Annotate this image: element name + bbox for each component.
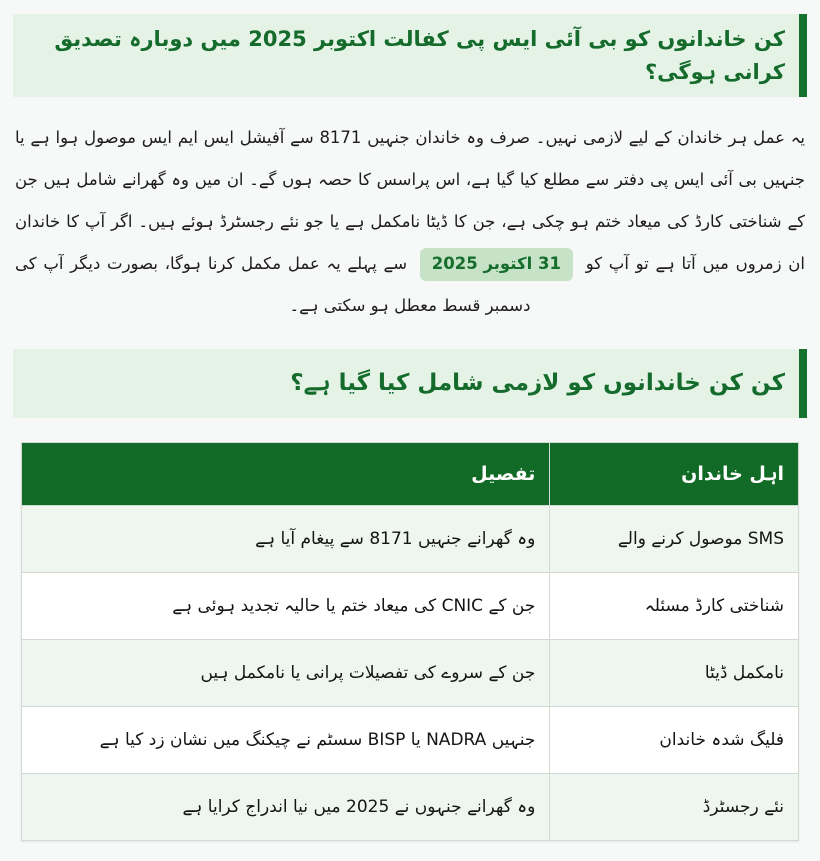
family-cell: نامکمل ڈیٹا	[550, 640, 799, 707]
table-header-row	[22, 443, 799, 506]
section-heading-text: کن کن خاندانوں کو لازمی شامل کیا گیا ہے؟	[290, 369, 785, 396]
detail-cell: جن کے CNIC کی میعاد ختم یا حالیہ تجدید ہوئی ہے	[22, 573, 550, 640]
table-row	[22, 640, 799, 707]
paragraph-text-after-badge: سے پہلے یہ عمل مکمل کرنا ہوگا، بصورت دیگر آپ کی دسمبر قسط معطل ہو سکتی ہے۔	[15, 254, 531, 316]
main-heading-text: کن خاندانوں کو بی آئی ایس پی کفالت اکتوبر 2025 میں دوبارہ تصدیق کرانی ہوگی؟	[54, 26, 785, 84]
family-cell: SMS موصول کرنے والے	[550, 506, 799, 573]
section-heading	[13, 349, 807, 418]
table-row	[22, 707, 799, 774]
table-header-detail: تفصیل	[22, 443, 550, 506]
detail-cell: وہ گھرانے جنہیں 8171 سے پیغام آیا ہے	[22, 506, 550, 573]
paragraph-text-before-badge: یہ عمل ہر خاندان کے لیے لازمی نہیں۔ صرف وہ خاندان جنہیں 8171 سے آفیشل ایس ایم ایس موصول ہوا ہے یا جنہیں بی آئی ایس پی دفتر سے مطلع کیا گیا ہے، اس پراسس کا حصہ ہوں گے۔ ان میں وہ گھرانے شامل ہیں جن کے شناختی کارڈ کی میعاد ختم ہو چکی ہے، جن کا ڈیٹا نامکمل ہے یا جو نئے رجسٹرڈ ہوئے ہیں۔ اگر آپ کا خاندان ان زمروں میں آتا ہے تو آپ کو	[15, 128, 806, 274]
table-row	[22, 774, 799, 841]
detail-cell: وہ گھرانے جنہوں نے 2025 میں نیا اندراج کرایا ہے	[22, 774, 550, 841]
main-heading	[13, 14, 807, 97]
family-cell: نئے رجسٹرڈ	[550, 774, 799, 841]
deadline-date-badge: 31 اکتوبر 2025	[420, 248, 573, 280]
detail-cell: جن کے سروے کی تفصیلات پرانی یا نامکمل ہیں	[22, 640, 550, 707]
table-header-family: اہل خاندان	[550, 443, 799, 506]
family-cell: فلیگ شدہ خاندان	[550, 707, 799, 774]
table-row	[22, 573, 799, 640]
eligible-families-table	[21, 442, 799, 841]
detail-cell: جنہیں NADRA یا BISP سسٹم نے چیکنگ میں نشان زد کیا ہے	[22, 707, 550, 774]
intro-paragraph	[13, 115, 807, 329]
family-cell: شناختی کارڈ مسئلہ	[550, 573, 799, 640]
table-row	[22, 506, 799, 573]
